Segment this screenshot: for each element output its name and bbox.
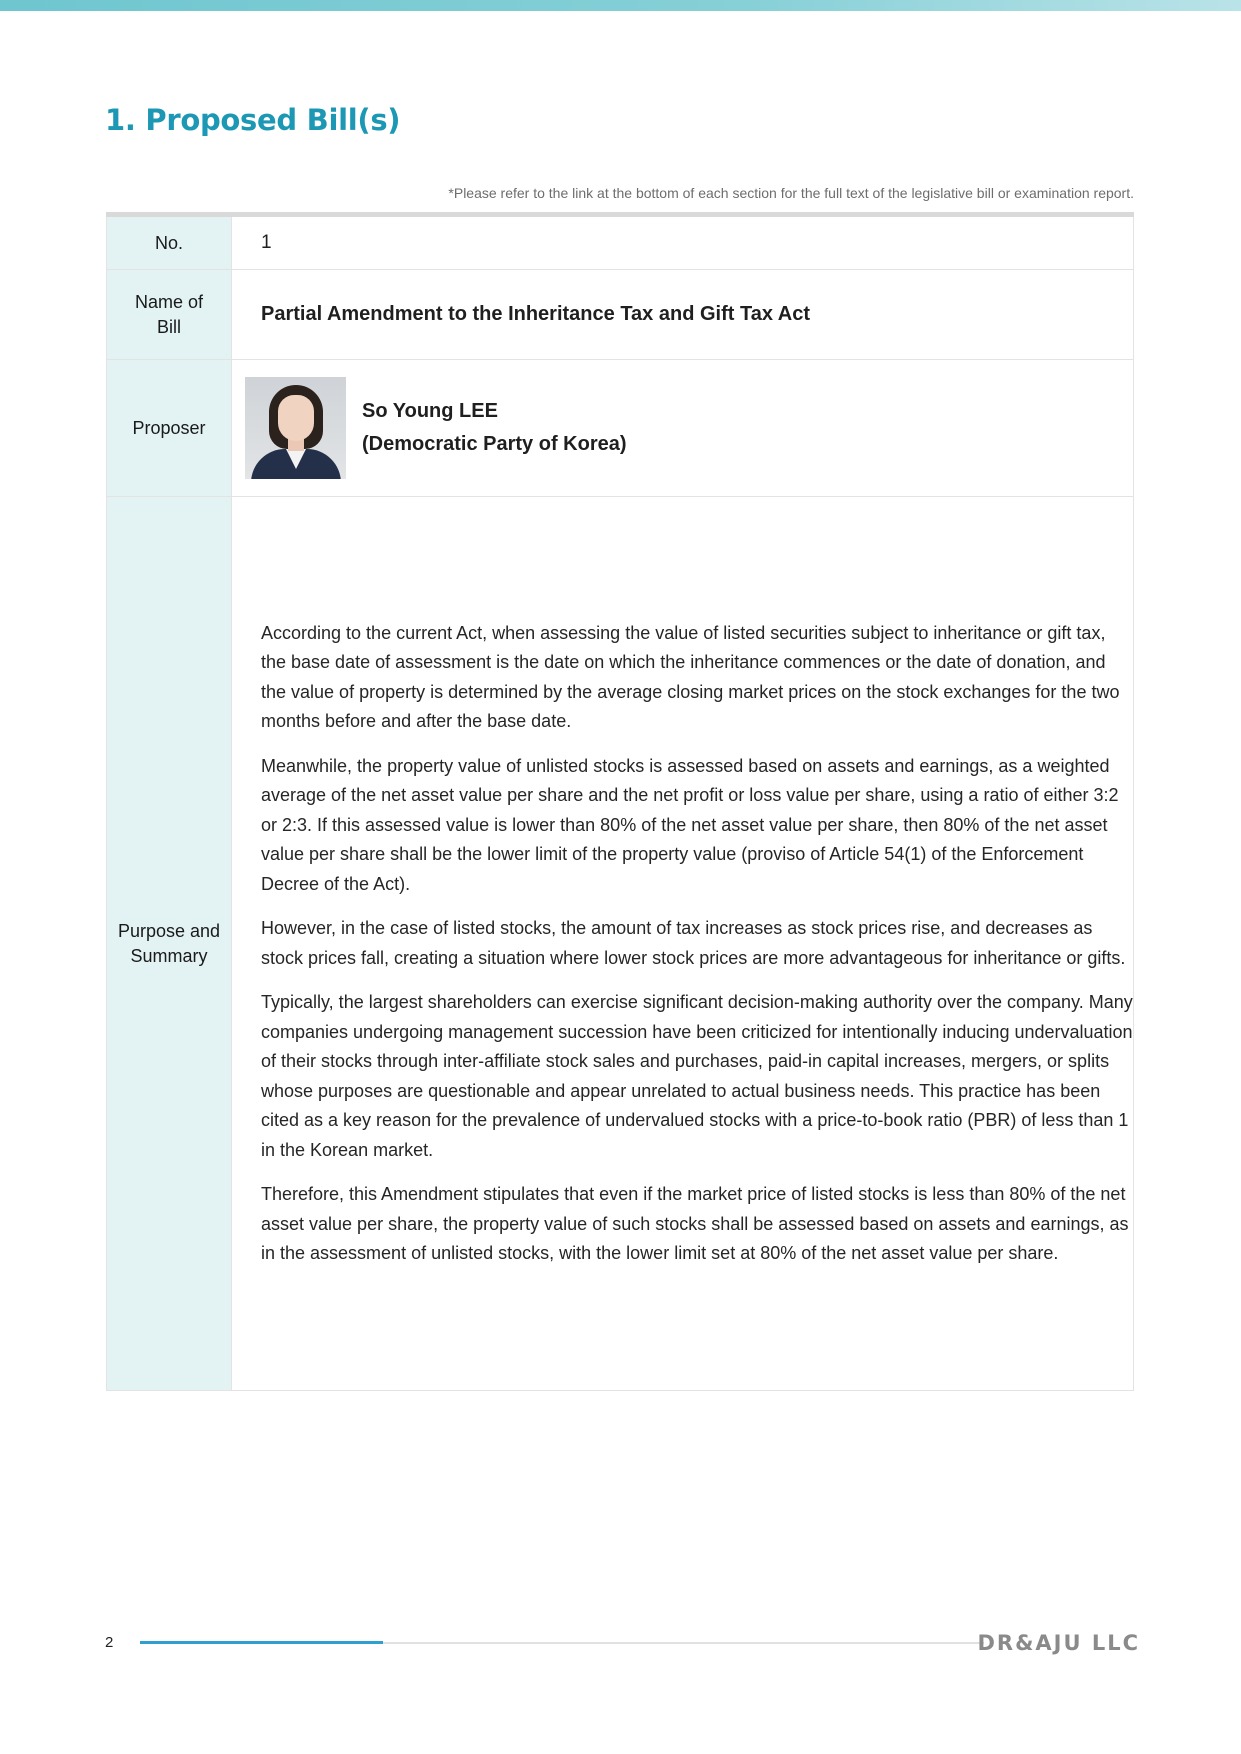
row-purpose [107,497,1134,1391]
purpose-paragraph: Therefore, this Amendment stipulates that even if the market price of listed stocks is less than 80% of the net asset value per share, the property value of such stocks shall be assessed based on assets and earnings, as in the assessment of unlisted stocks, with the lower limit set at 80% of the net asset value per share. [261,1184,1129,1263]
proposer-party: (Democratic Party of Korea) [362,433,627,455]
purpose-label [107,497,232,1391]
page-number: 2 [105,1634,114,1651]
proposer-label: Proposer [107,360,232,497]
row-number [107,215,1134,270]
proposer-photo [245,377,346,479]
proposer-info [245,377,1133,479]
footer-rule-accent [140,1641,383,1644]
proposer-name: So Young LEE [362,400,498,422]
reference-note: *Please refer to the link at the bottom of each section for the full text of the legislative bill or examination report. [448,185,1134,201]
section-title: 1. Proposed Bill(s) [105,103,401,137]
bill-name-label [107,270,232,360]
bill-name-cell [232,270,1134,360]
brand-logo: DR&AJU LLC [977,1631,1140,1655]
bill-name-label-text: Name of Bill [134,291,204,337]
row-proposer [107,360,1134,497]
purpose-paragraph: However, in the case of listed stocks, the amount of tax increases as stock prices rise, and decreases as stock prices fall, creating a situation where lower stock prices are more advantageous for inheritance or gifts. [261,918,1126,968]
top-accent-bar [0,0,1241,11]
proposer-text [362,395,627,461]
purpose-cell [232,497,1134,1391]
purpose-paragraph: According to the current Act, when assessing the value of listed securities subject to inheritance or gift tax, the base date of assessment is the date on which the inheritance commences or the date of donation, and the value of property is determined by the average closing market prices on the stock exchanges for the two months before and after the base date. [261,622,1120,731]
row-bill-name [107,270,1134,360]
no-value: 1 [232,215,1134,270]
proposer-cell [232,360,1134,497]
purpose-label-text: Purpose and Summary [117,920,221,966]
bill-table [106,212,1134,1391]
bill-name-value: Partial Amendment to the Inheritance Tax and Gift Tax Act [261,303,810,325]
purpose-paragraph: Typically, the largest shareholders can exercise significant decision-making authority over the company. Many companies undergoing management succession have been criticized for intentionally inducing undervaluation of their stocks through inter-affiliate stock sales and purchases, paid-in capital increases, mergers, or splits whose purposes are questionable and appear unrelated to actual business needs. This practice has been cited as a key reason for the prevalence of undervalued stocks with a price-to-book ratio (PBR) of less than 1 in the Korean market. [261,992,1133,1160]
no-label: No. [107,215,232,270]
purpose-paragraph: Meanwhile, the property value of unlisted stocks is assessed based on assets and earnings, as a weighted average of the net asset value per share and the net profit or loss value per share, using a ratio of either 3:2 or 2:3. If this assessed value is lower than 80% of the net asset value per share, then 80% of the net asset value per share shall be the lower limit of the property value (proviso of Article 54(1) of the Enforcement Decree of the Act). [261,755,1119,894]
